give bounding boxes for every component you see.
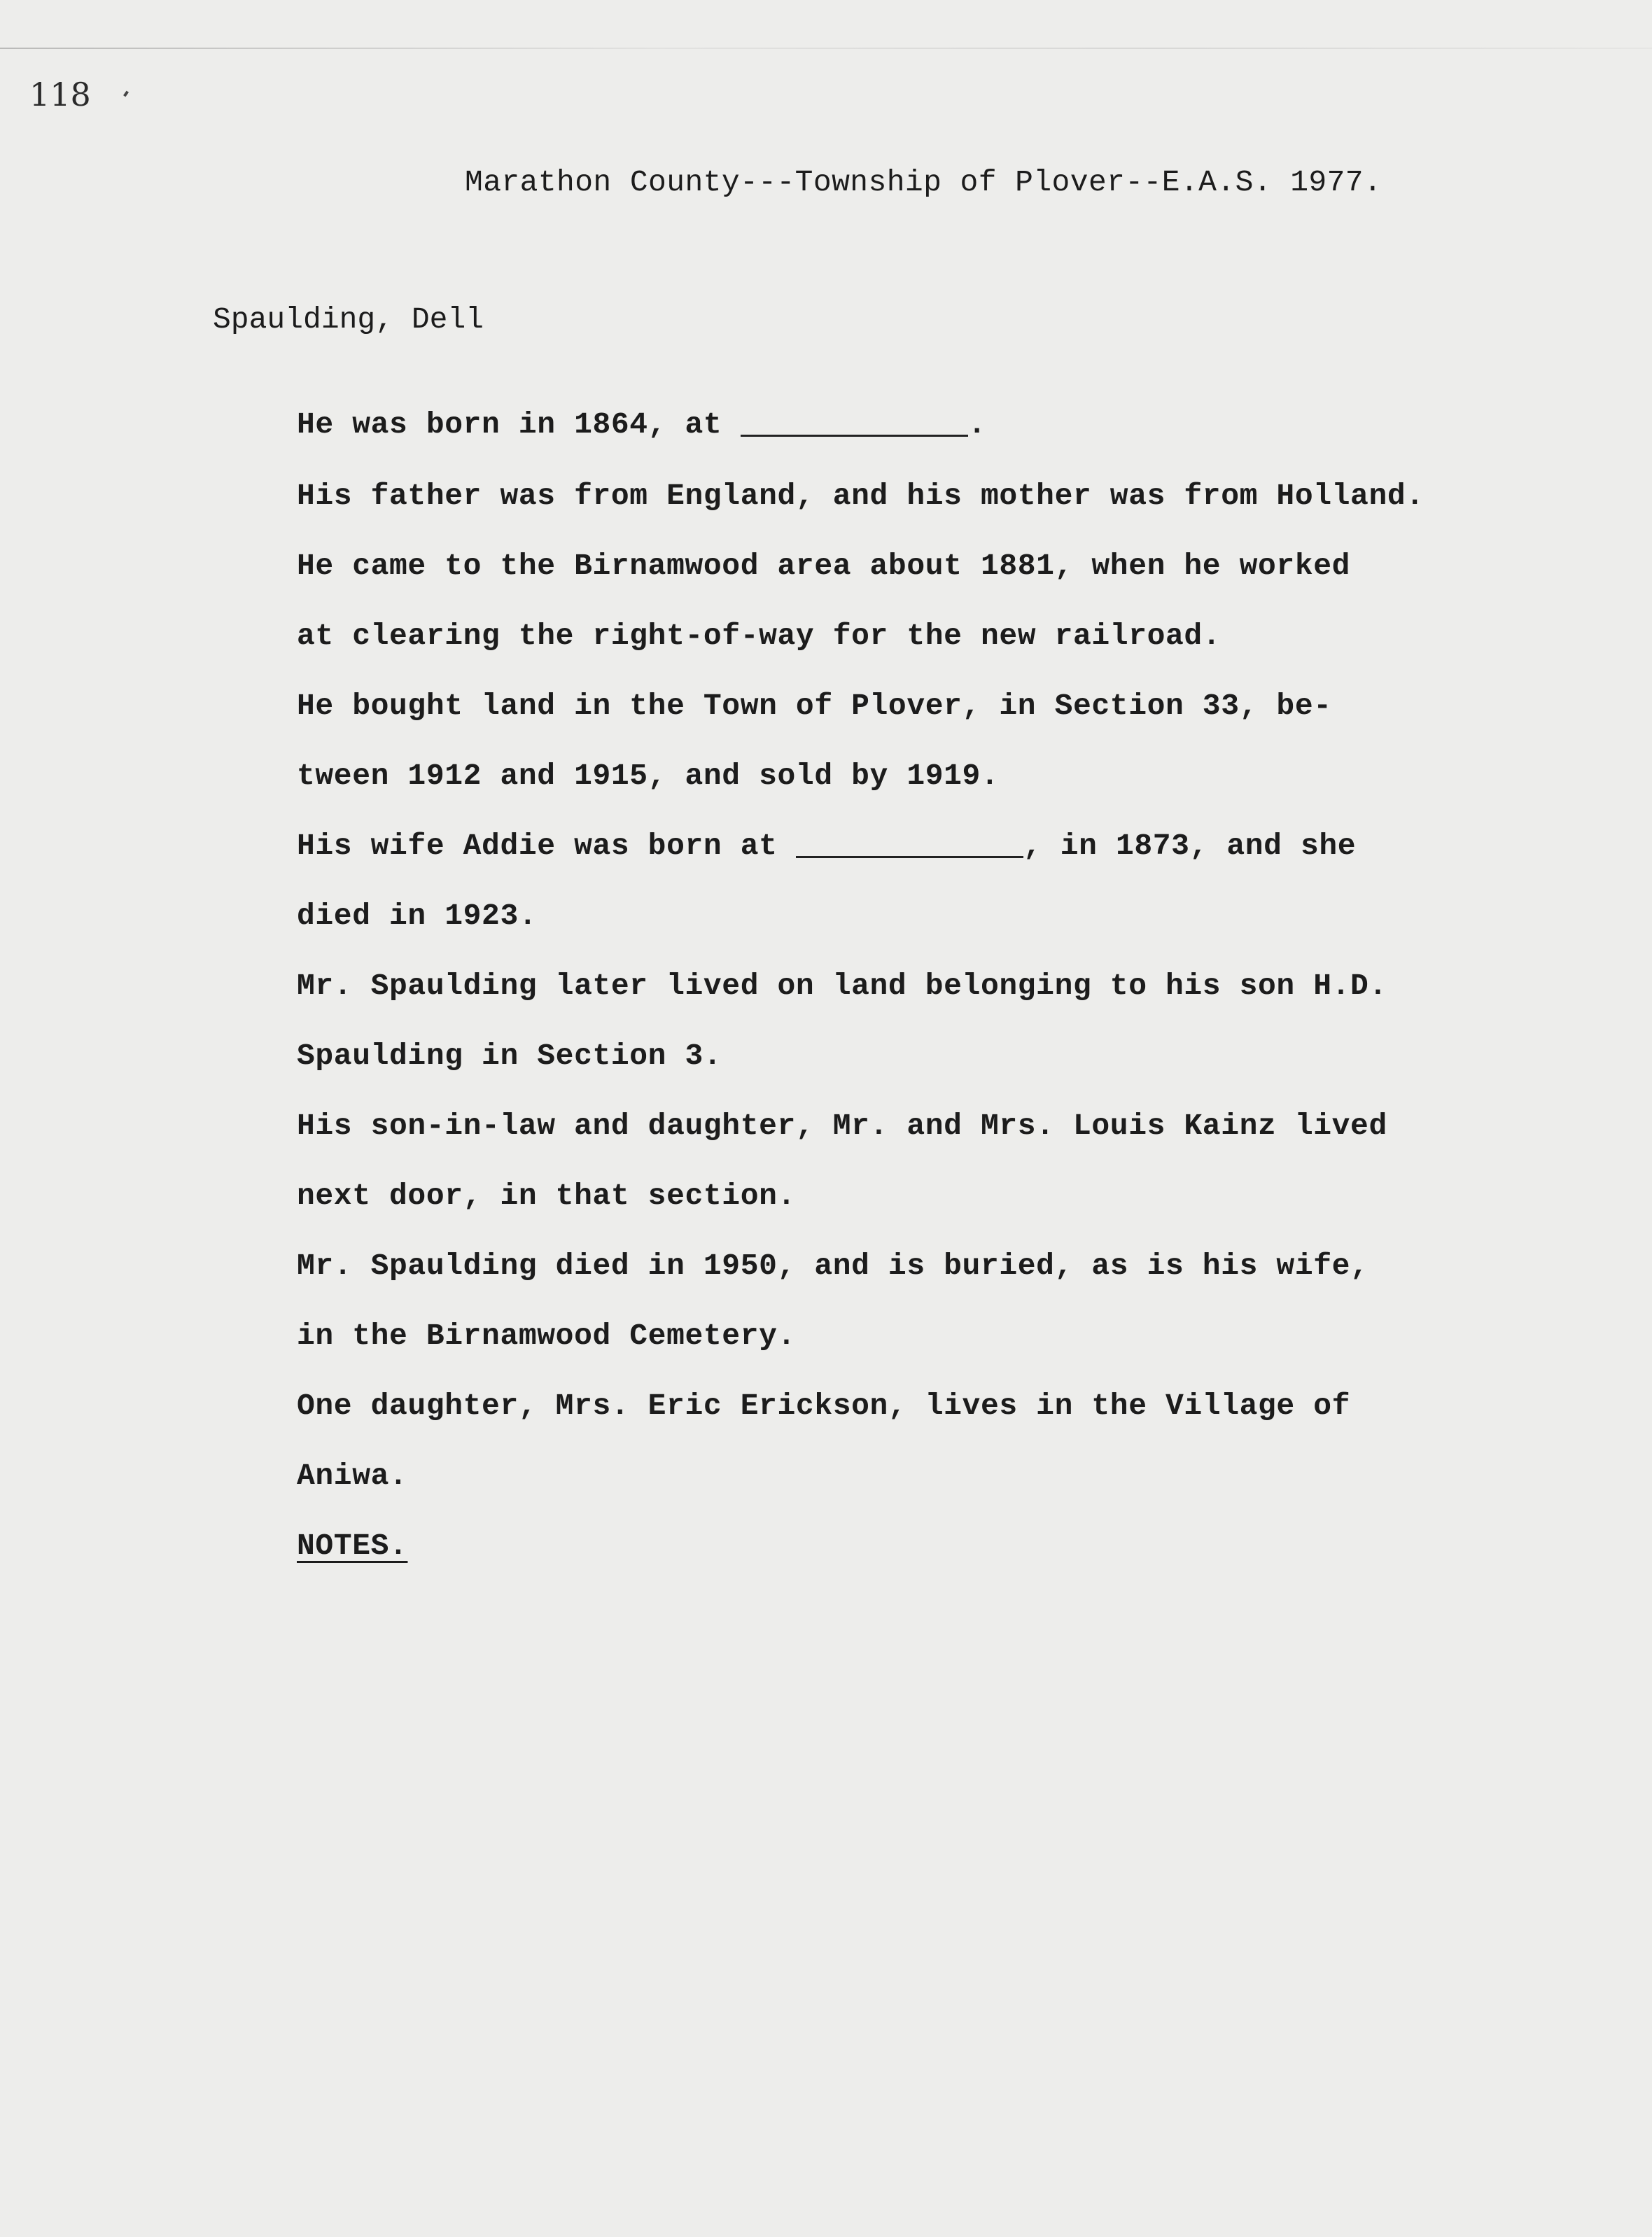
subject-name: Spaulding, Dell	[213, 302, 484, 337]
line-text: He was born in 1864, at	[297, 407, 722, 442]
body-line-12: next door, in that section.	[297, 1179, 796, 1213]
body-line-13: Mr. Spaulding died in 1950, and is buried, as is his wife,	[297, 1249, 1369, 1283]
body-line-3: He came to the Birnamwood area about 1881, when he worked	[297, 549, 1351, 583]
body-line-5: He bought land in the Town of Plover, in Section 33, be-	[297, 689, 1332, 723]
top-edge-line	[0, 48, 1652, 49]
body-line-1	[297, 407, 986, 442]
document-header: Marathon County---Township of Plover--E.A.S. 1977.	[465, 165, 1382, 199]
line-text: , in 1873, and she	[1023, 829, 1357, 863]
page-number: 118	[29, 76, 91, 113]
body-line-16: Aniwa.	[297, 1459, 408, 1493]
body-line-9: Mr. Spaulding later lived on land belonging to his son H.D.	[297, 969, 1387, 1003]
blank-birthplace	[741, 409, 968, 437]
body-line-15: One daughter, Mrs. Eric Erickson, lives in the Village of	[297, 1389, 1351, 1423]
body-line-2: His father was from England, and his mother was from Holland.	[297, 479, 1424, 513]
pencil-tick-mark	[123, 91, 129, 97]
body-line-11: His son-in-law and daughter, Mr. and Mrs. Louis Kainz lived	[297, 1109, 1387, 1143]
body-line-7	[297, 829, 1356, 863]
line-text: His wife Addie was born at	[297, 829, 778, 863]
body-line-8: died in 1923.	[297, 899, 538, 933]
body-line-6: tween 1912 and 1915, and sold by 1919.	[297, 759, 1000, 793]
line-text: .	[967, 407, 987, 442]
body-line-4: at clearing the right-of-way for the new railroad.	[297, 619, 1222, 653]
body-line-10: Spaulding in Section 3.	[297, 1039, 722, 1073]
body-line-14: in the Birnamwood Cemetery.	[297, 1319, 796, 1353]
blank-wife-birthplace	[796, 831, 1023, 858]
notes-heading: NOTES.	[297, 1529, 408, 1563]
